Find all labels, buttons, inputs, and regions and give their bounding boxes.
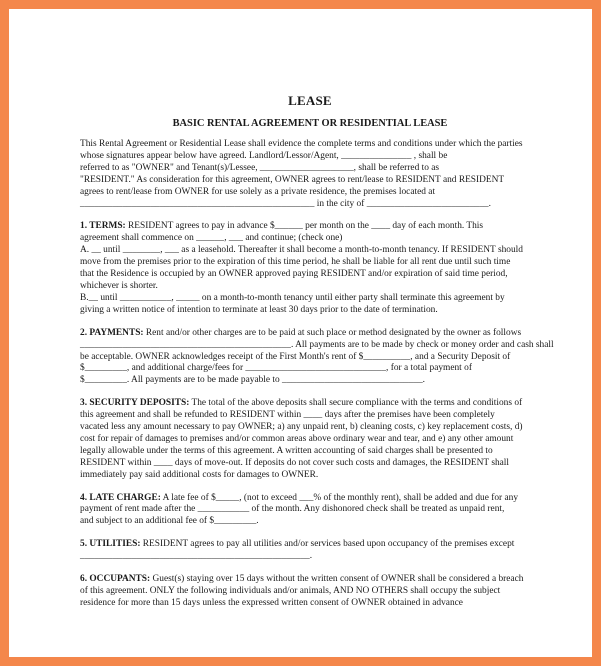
text-line: giving a written notice of intention to terminate at least 30 days prior to the date of termination. bbox=[80, 304, 438, 315]
text-line bbox=[80, 221, 540, 233]
text-line: $_________, and additional charge/fees for ______________________________, for a total payment of bbox=[80, 363, 472, 374]
document-subtitle: BASIC RENTAL AGREEMENT OR RESIDENTIAL LEASE bbox=[172, 118, 448, 129]
section-terms bbox=[80, 221, 540, 316]
text-fragment: Guest(s) staying over 15 days without the written consent of OWNER shall be considered a breach bbox=[150, 574, 524, 585]
section-occupants bbox=[80, 574, 540, 610]
text-line: payment of rent made after the ___________ of the month. Any dishonored check shall be treated as unpaid rent, bbox=[80, 504, 505, 515]
text-line: immediately pay said additional costs for damages to OWNER. bbox=[80, 469, 319, 480]
text-line: _____________________________________________. All payments are to be made by check or money order and cash shall bbox=[80, 339, 554, 350]
text-fragment: Rent and/or other charges are to be paid at such place or method designated by the owner as follows bbox=[143, 327, 522, 338]
text-line: residence for more than 15 days unless the expressed written consent of OWNER obtained in advance bbox=[80, 597, 463, 608]
text-line: B.__ until ___________, _____ on a month-to-month tenancy until either party shall terminate this agreement by bbox=[80, 292, 505, 303]
section-heading: 2. PAYMENTS: bbox=[80, 327, 144, 338]
text-line: agreement shall commence on ______, ___ and continue; (check one) bbox=[80, 233, 343, 244]
section-heading: 1. TERMS: bbox=[80, 221, 126, 232]
text-line: vacated less any amount necessary to pay OWNER; a) any unpaid rent, b) cleaning costs, c) key replacement costs, d) bbox=[80, 422, 523, 433]
section-heading: 4. LATE CHARGE: bbox=[80, 492, 161, 503]
text-line: __________________________________________________ in the city of __________________________. bbox=[80, 198, 491, 209]
text-line: "RESIDENT." As consideration for this agreement, OWNER agrees to rent/lease to RESIDENT and RESIDENT bbox=[80, 174, 505, 185]
text-line: RESIDENT within ____ days of move-out. If deposits do not cover such costs and damages, the RESIDENT shall bbox=[80, 457, 510, 468]
section-security-deposits bbox=[80, 398, 540, 481]
text-line: legally allowable under the terms of this agreement. A written accounting of said charges shall be presented to bbox=[80, 445, 493, 456]
section-late-charge bbox=[80, 493, 540, 529]
text-fragment: The total of the above deposits shall secure compliance with the terms and conditions of bbox=[189, 398, 523, 409]
section-heading: 3. SECURITY DEPOSITS: bbox=[80, 398, 190, 409]
text-line: be acceptable. OWNER acknowledges receipt of the First Month's rent of $__________, and a Security Deposit of bbox=[80, 351, 511, 362]
text-line: _________________________________________________. bbox=[80, 551, 313, 562]
text-line: whose signatures appear below have agreed. Landlord/Lessor/Agent, _______________ , shall be bbox=[80, 150, 448, 161]
section-heading: 6. OCCUPANTS: bbox=[80, 574, 151, 585]
text-line: that the Residence is occupied by an OWNER approved paying RESIDENT and/or expiration of said time period, bbox=[80, 269, 508, 280]
text-line: referred to as "OWNER" and Tenant(s)/Lessee, ____________________, shall be referred to as bbox=[80, 162, 440, 173]
text-line: and subject to an additional fee of $_________. bbox=[80, 516, 259, 527]
section-utilities bbox=[80, 539, 540, 563]
text-line: cost for repair of damages to premises and/or common areas above ordinary wear and tear, and e) any other amount bbox=[80, 433, 514, 444]
text-line bbox=[80, 493, 540, 505]
text-line bbox=[80, 574, 540, 586]
text-fragment: RESIDENT agrees to pay all utilities and/or services based upon occupancy of the premises except bbox=[140, 539, 515, 550]
text-fragment: A late fee of $_____, (not to exceed ___% of the monthly rent), shall be added and due for any bbox=[160, 492, 519, 503]
text-line bbox=[80, 328, 540, 340]
text-line: this agreement and shall be refunded to RESIDENT within ____ days after the premises have been completely bbox=[80, 410, 495, 421]
text-line: of this agreement. ONLY the following individuals and/or animals, AND NO OTHERS shall occupy the subject bbox=[80, 586, 501, 596]
text-line: move from the premises prior to the expiration of this time period, he shall be liable for all rent due until such time bbox=[80, 257, 511, 268]
text-line bbox=[80, 398, 540, 410]
lease-document bbox=[80, 93, 554, 621]
document-title: LEASE bbox=[288, 93, 332, 108]
text-line bbox=[80, 539, 540, 551]
section-heading: 5. UTILITIES: bbox=[80, 539, 141, 550]
text-line: $_________. All payments are to be made payable to ______________________________. bbox=[80, 375, 426, 386]
text-fragment: RESIDENT agrees to pay in advance $______ per month on the ____ day of each month. This bbox=[125, 221, 484, 232]
section-payments bbox=[80, 327, 554, 388]
intro-paragraph bbox=[80, 139, 540, 210]
text-line: This Rental Agreement or Residential Lease shall evidence the complete terms and conditions under which the parties bbox=[80, 139, 523, 149]
text-line: A. __ until ________, ___ as a leasehold. Thereafter it shall become a month-to-month tenancy. If RESIDENT should bbox=[80, 245, 523, 256]
text-line: agrees to rent/lease from OWNER for use solely as a private residence, the premises located at bbox=[80, 186, 436, 197]
text-line: whichever is shorter. bbox=[80, 280, 158, 291]
